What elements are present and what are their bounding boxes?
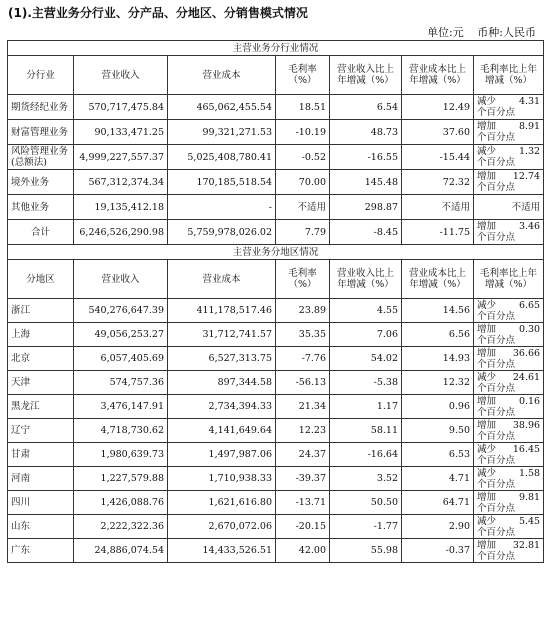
change-direction: 增加 xyxy=(477,171,497,182)
change-unit: 个百分点 xyxy=(477,310,516,322)
revenue-change-cell: 7.06 xyxy=(330,323,402,347)
section-title: 主营业务分行业情况 xyxy=(8,41,544,56)
cost-cell: 897,344.58 xyxy=(168,371,276,395)
margin-change-cell xyxy=(474,120,544,145)
revenue-cell: 574,757.36 xyxy=(74,371,168,395)
change-direction: 增加 xyxy=(477,121,497,132)
change-direction: 减少 xyxy=(477,467,497,479)
cost-change-cell: 64.71 xyxy=(402,491,474,515)
change-direction: 减少 xyxy=(477,146,497,157)
change-amount: 32.81 xyxy=(512,539,541,551)
change-amount: 0.30 xyxy=(518,323,541,335)
table-row xyxy=(8,195,544,220)
revenue-change-cell: 58.11 xyxy=(330,419,402,443)
margin-change-cell xyxy=(474,347,544,371)
revenue-change-cell: 145.48 xyxy=(330,170,402,195)
section-title: 主营业务分地区情况 xyxy=(8,245,544,260)
revenue-change-cell: -1.77 xyxy=(330,515,402,539)
change-amount: 12.74 xyxy=(512,171,541,182)
margin-change-cell xyxy=(474,195,544,220)
change-amount: 6.65 xyxy=(518,299,541,311)
change-amount: 3.46 xyxy=(518,221,541,232)
cost-change-cell: 12.32 xyxy=(402,371,474,395)
revenue-change-cell: 48.73 xyxy=(330,120,402,145)
margin-change-cell xyxy=(474,220,544,245)
cost-change-cell: 72.32 xyxy=(402,170,474,195)
revenue-cell: 24,886,074.54 xyxy=(74,539,168,563)
cost-change-cell: 2.90 xyxy=(402,515,474,539)
revenue-change-cell: -16.64 xyxy=(330,443,402,467)
margin-cell: 不适用 xyxy=(276,195,330,220)
margin-change-cell xyxy=(474,467,544,491)
cost-change-cell: 37.60 xyxy=(402,120,474,145)
change-unit: 个百分点 xyxy=(477,406,516,418)
margin-change-cell xyxy=(474,443,544,467)
margin-cell: 21.34 xyxy=(276,395,330,419)
change-unit: 个百分点 xyxy=(477,430,516,442)
margin-cell: 7.79 xyxy=(276,220,330,245)
change-unit: 个百分点 xyxy=(477,454,516,466)
cost-change-cell: 9.50 xyxy=(402,419,474,443)
revenue-change-cell: 3.52 xyxy=(330,467,402,491)
margin-cell: 12.23 xyxy=(276,419,330,443)
revenue-cell: 6,057,405.69 xyxy=(74,347,168,371)
table-row xyxy=(8,299,544,323)
row-name: 黑龙江 xyxy=(8,395,74,419)
table-row xyxy=(8,323,544,347)
change-unit: 个百分点 xyxy=(477,502,516,514)
change-direction: 减少 xyxy=(477,515,497,527)
revenue-change-cell: 54.02 xyxy=(330,347,402,371)
table-row xyxy=(8,371,544,395)
column-header: 营业成本比上年增减（%） xyxy=(402,260,474,299)
table-row xyxy=(8,145,544,170)
revenue-cell: 2,222,322.36 xyxy=(74,515,168,539)
revenue-cell: 19,135,412.18 xyxy=(74,195,168,220)
change-unit: 个百分点 xyxy=(477,132,516,143)
row-name: 广东 xyxy=(8,539,74,563)
industry_section-title-row xyxy=(8,41,544,56)
revenue-cell: 3,476,147.91 xyxy=(74,395,168,419)
margin-change-cell xyxy=(474,95,544,120)
change-amount: 1.32 xyxy=(518,146,541,157)
change-direction: 减少 xyxy=(477,371,497,383)
change-amount: 9.81 xyxy=(518,491,541,503)
margin-cell: -56.13 xyxy=(276,371,330,395)
revenue-cell: 49,056,253.27 xyxy=(74,323,168,347)
change-unit: 不适用 xyxy=(511,201,541,213)
table-row xyxy=(8,539,544,563)
cost-cell: 5,025,408,780.41 xyxy=(168,145,276,170)
margin-change-cell xyxy=(474,515,544,539)
industry_section-header-row xyxy=(8,56,544,95)
change-amount: 0.16 xyxy=(518,395,541,407)
row-name: 山东 xyxy=(8,515,74,539)
change-amount: 5.45 xyxy=(518,515,541,527)
margin-change-cell xyxy=(474,395,544,419)
margin-change-cell xyxy=(474,371,544,395)
row-name: 风险管理业务(总额法) xyxy=(8,145,74,170)
cost-change-cell: 6.53 xyxy=(402,443,474,467)
row-name: 浙江 xyxy=(8,299,74,323)
change-direction: 增加 xyxy=(477,539,497,551)
cost-change-cell: -15.44 xyxy=(402,145,474,170)
row-name: 四川 xyxy=(8,491,74,515)
change-direction: 增加 xyxy=(477,347,497,359)
margin-cell: -10.19 xyxy=(276,120,330,145)
column-header: 营业收入比上年增减（%） xyxy=(330,56,402,95)
revenue-cell: 1,980,639.73 xyxy=(74,443,168,467)
revenue-change-cell: 55.98 xyxy=(330,539,402,563)
currency-label: 币种:人民币 xyxy=(477,26,536,39)
revenue-cell: 6,246,526,290.98 xyxy=(74,220,168,245)
cost-cell: 5,759,978,026.02 xyxy=(168,220,276,245)
table-row xyxy=(8,515,544,539)
column-header: 营业收入 xyxy=(74,56,168,95)
cost-change-cell: 6.56 xyxy=(402,323,474,347)
section-heading: (1).主营业务分行业、分产品、分地区、分销售模式情况 xyxy=(8,6,308,20)
margin-change-cell xyxy=(474,170,544,195)
table-row xyxy=(8,491,544,515)
margin-cell: 42.00 xyxy=(276,539,330,563)
cost-cell: 2,670,072.06 xyxy=(168,515,276,539)
cost-cell: 1,497,987.06 xyxy=(168,443,276,467)
revenue-change-cell: 50.50 xyxy=(330,491,402,515)
margin-cell: -39.37 xyxy=(276,467,330,491)
cost-cell: 411,178,517.46 xyxy=(168,299,276,323)
change-amount: 16.45 xyxy=(512,443,541,455)
column-header: 毛利率比上年增减（%） xyxy=(474,56,544,95)
cost-cell: 465,062,455.54 xyxy=(168,95,276,120)
table-row xyxy=(8,347,544,371)
row-name: 其他业务 xyxy=(8,195,74,220)
region_section-header-row xyxy=(8,260,544,299)
change-unit: 个百分点 xyxy=(477,550,516,562)
change-unit: 个百分点 xyxy=(477,478,516,490)
revenue-change-cell: 1.17 xyxy=(330,395,402,419)
column-header: 毛利率（%） xyxy=(276,260,330,299)
change-direction: 增加 xyxy=(477,221,497,232)
cost-cell: 14,433,526.51 xyxy=(168,539,276,563)
margin-cell: -7.76 xyxy=(276,347,330,371)
row-name: 财富管理业务 xyxy=(8,120,74,145)
margin-change-cell xyxy=(474,145,544,170)
business-table xyxy=(7,40,544,563)
row-name: 河南 xyxy=(8,467,74,491)
table-row xyxy=(8,120,544,145)
cost-cell: 6,527,313.75 xyxy=(168,347,276,371)
revenue-cell: 540,276,647.39 xyxy=(74,299,168,323)
margin-change-cell xyxy=(474,323,544,347)
row-name: 期货经纪业务 xyxy=(8,95,74,120)
cost-cell: 99,321,271.53 xyxy=(168,120,276,145)
cost-cell: 1,621,616.80 xyxy=(168,491,276,515)
row-name: 辽宁 xyxy=(8,419,74,443)
unit-line xyxy=(417,24,536,40)
revenue-cell: 567,312,374.34 xyxy=(74,170,168,195)
cost-change-cell: 4.71 xyxy=(402,467,474,491)
table-row xyxy=(8,220,544,245)
revenue-cell: 4,999,227,557.37 xyxy=(74,145,168,170)
column-header: 营业成本比上年增减（%） xyxy=(402,56,474,95)
margin-change-cell xyxy=(474,539,544,563)
row-name: 北京 xyxy=(8,347,74,371)
change-unit: 个百分点 xyxy=(477,358,516,370)
margin-cell: -13.71 xyxy=(276,491,330,515)
column-header: 营业成本 xyxy=(168,56,276,95)
margin-cell: 23.89 xyxy=(276,299,330,323)
change-unit: 个百分点 xyxy=(477,334,516,346)
margin-cell: -20.15 xyxy=(276,515,330,539)
change-unit: 个百分点 xyxy=(477,382,516,394)
change-direction: 增加 xyxy=(477,491,497,503)
revenue-change-cell: -8.45 xyxy=(330,220,402,245)
cost-change-cell: 0.96 xyxy=(402,395,474,419)
cost-cell: 2,734,394.33 xyxy=(168,395,276,419)
change-unit: 个百分点 xyxy=(477,157,516,168)
revenue-cell: 1,227,579.88 xyxy=(74,467,168,491)
cost-change-cell: 12.49 xyxy=(402,95,474,120)
table-row xyxy=(8,467,544,491)
cost-cell: 4,141,649.64 xyxy=(168,419,276,443)
margin-cell: 70.00 xyxy=(276,170,330,195)
column-header: 营业成本 xyxy=(168,260,276,299)
change-unit: 个百分点 xyxy=(477,232,516,243)
revenue-change-cell: 4.55 xyxy=(330,299,402,323)
revenue-cell: 1,426,088.76 xyxy=(74,491,168,515)
margin-cell: 24.37 xyxy=(276,443,330,467)
row-name: 上海 xyxy=(8,323,74,347)
revenue-change-cell: -16.55 xyxy=(330,145,402,170)
cost-change-cell: 14.56 xyxy=(402,299,474,323)
change-direction: 减少 xyxy=(477,299,497,311)
change-direction: 增加 xyxy=(477,323,497,335)
column-header: 营业收入 xyxy=(74,260,168,299)
cost-cell: 1,710,938.33 xyxy=(168,467,276,491)
change-amount: 38.96 xyxy=(512,419,541,431)
cost-cell: - xyxy=(168,195,276,220)
cost-change-cell: -0.37 xyxy=(402,539,474,563)
change-amount: 8.91 xyxy=(518,121,541,132)
change-amount: 24.61 xyxy=(512,371,541,383)
table-row xyxy=(8,170,544,195)
revenue-change-cell: -5.38 xyxy=(330,371,402,395)
row-name: 甘肃 xyxy=(8,443,74,467)
row-name: 境外业务 xyxy=(8,170,74,195)
row-name: 天津 xyxy=(8,371,74,395)
table-row xyxy=(8,395,544,419)
change-direction: 减少 xyxy=(477,443,497,455)
table-row xyxy=(8,443,544,467)
margin-change-cell xyxy=(474,491,544,515)
margin-cell: 35.35 xyxy=(276,323,330,347)
column-header: 分行业 xyxy=(8,56,74,95)
table-row xyxy=(8,419,544,443)
change-direction: 减少 xyxy=(477,96,497,107)
region_section-title-row xyxy=(8,245,544,260)
change-amount: 4.31 xyxy=(518,96,541,107)
change-direction: 增加 xyxy=(477,395,497,407)
margin-change-cell xyxy=(474,419,544,443)
cost-change-cell: -11.75 xyxy=(402,220,474,245)
column-header: 营业收入比上年增减（%） xyxy=(330,260,402,299)
unit-label: 单位:元 xyxy=(427,26,464,39)
margin-cell: -0.52 xyxy=(276,145,330,170)
change-amount: 36.66 xyxy=(512,347,541,359)
row-name: 合计 xyxy=(8,220,74,245)
change-unit: 个百分点 xyxy=(477,526,516,538)
column-header: 毛利率（%） xyxy=(276,56,330,95)
change-unit: 个百分点 xyxy=(477,107,516,118)
cost-cell: 31,712,741.57 xyxy=(168,323,276,347)
column-header: 毛利率比上年增减（%） xyxy=(474,260,544,299)
revenue-change-cell: 298.87 xyxy=(330,195,402,220)
table-row xyxy=(8,95,544,120)
change-direction: 增加 xyxy=(477,419,497,431)
cost-change-cell: 不适用 xyxy=(402,195,474,220)
change-amount: 1.58 xyxy=(518,467,541,479)
cost-cell: 170,185,518.54 xyxy=(168,170,276,195)
change-unit: 个百分点 xyxy=(477,182,516,193)
column-header: 分地区 xyxy=(8,260,74,299)
revenue-cell: 90,133,471.25 xyxy=(74,120,168,145)
revenue-cell: 570,717,475.84 xyxy=(74,95,168,120)
cost-change-cell: 14.93 xyxy=(402,347,474,371)
revenue-change-cell: 6.54 xyxy=(330,95,402,120)
revenue-cell: 4,718,730.62 xyxy=(74,419,168,443)
margin-cell: 18.51 xyxy=(276,95,330,120)
margin-change-cell xyxy=(474,299,544,323)
